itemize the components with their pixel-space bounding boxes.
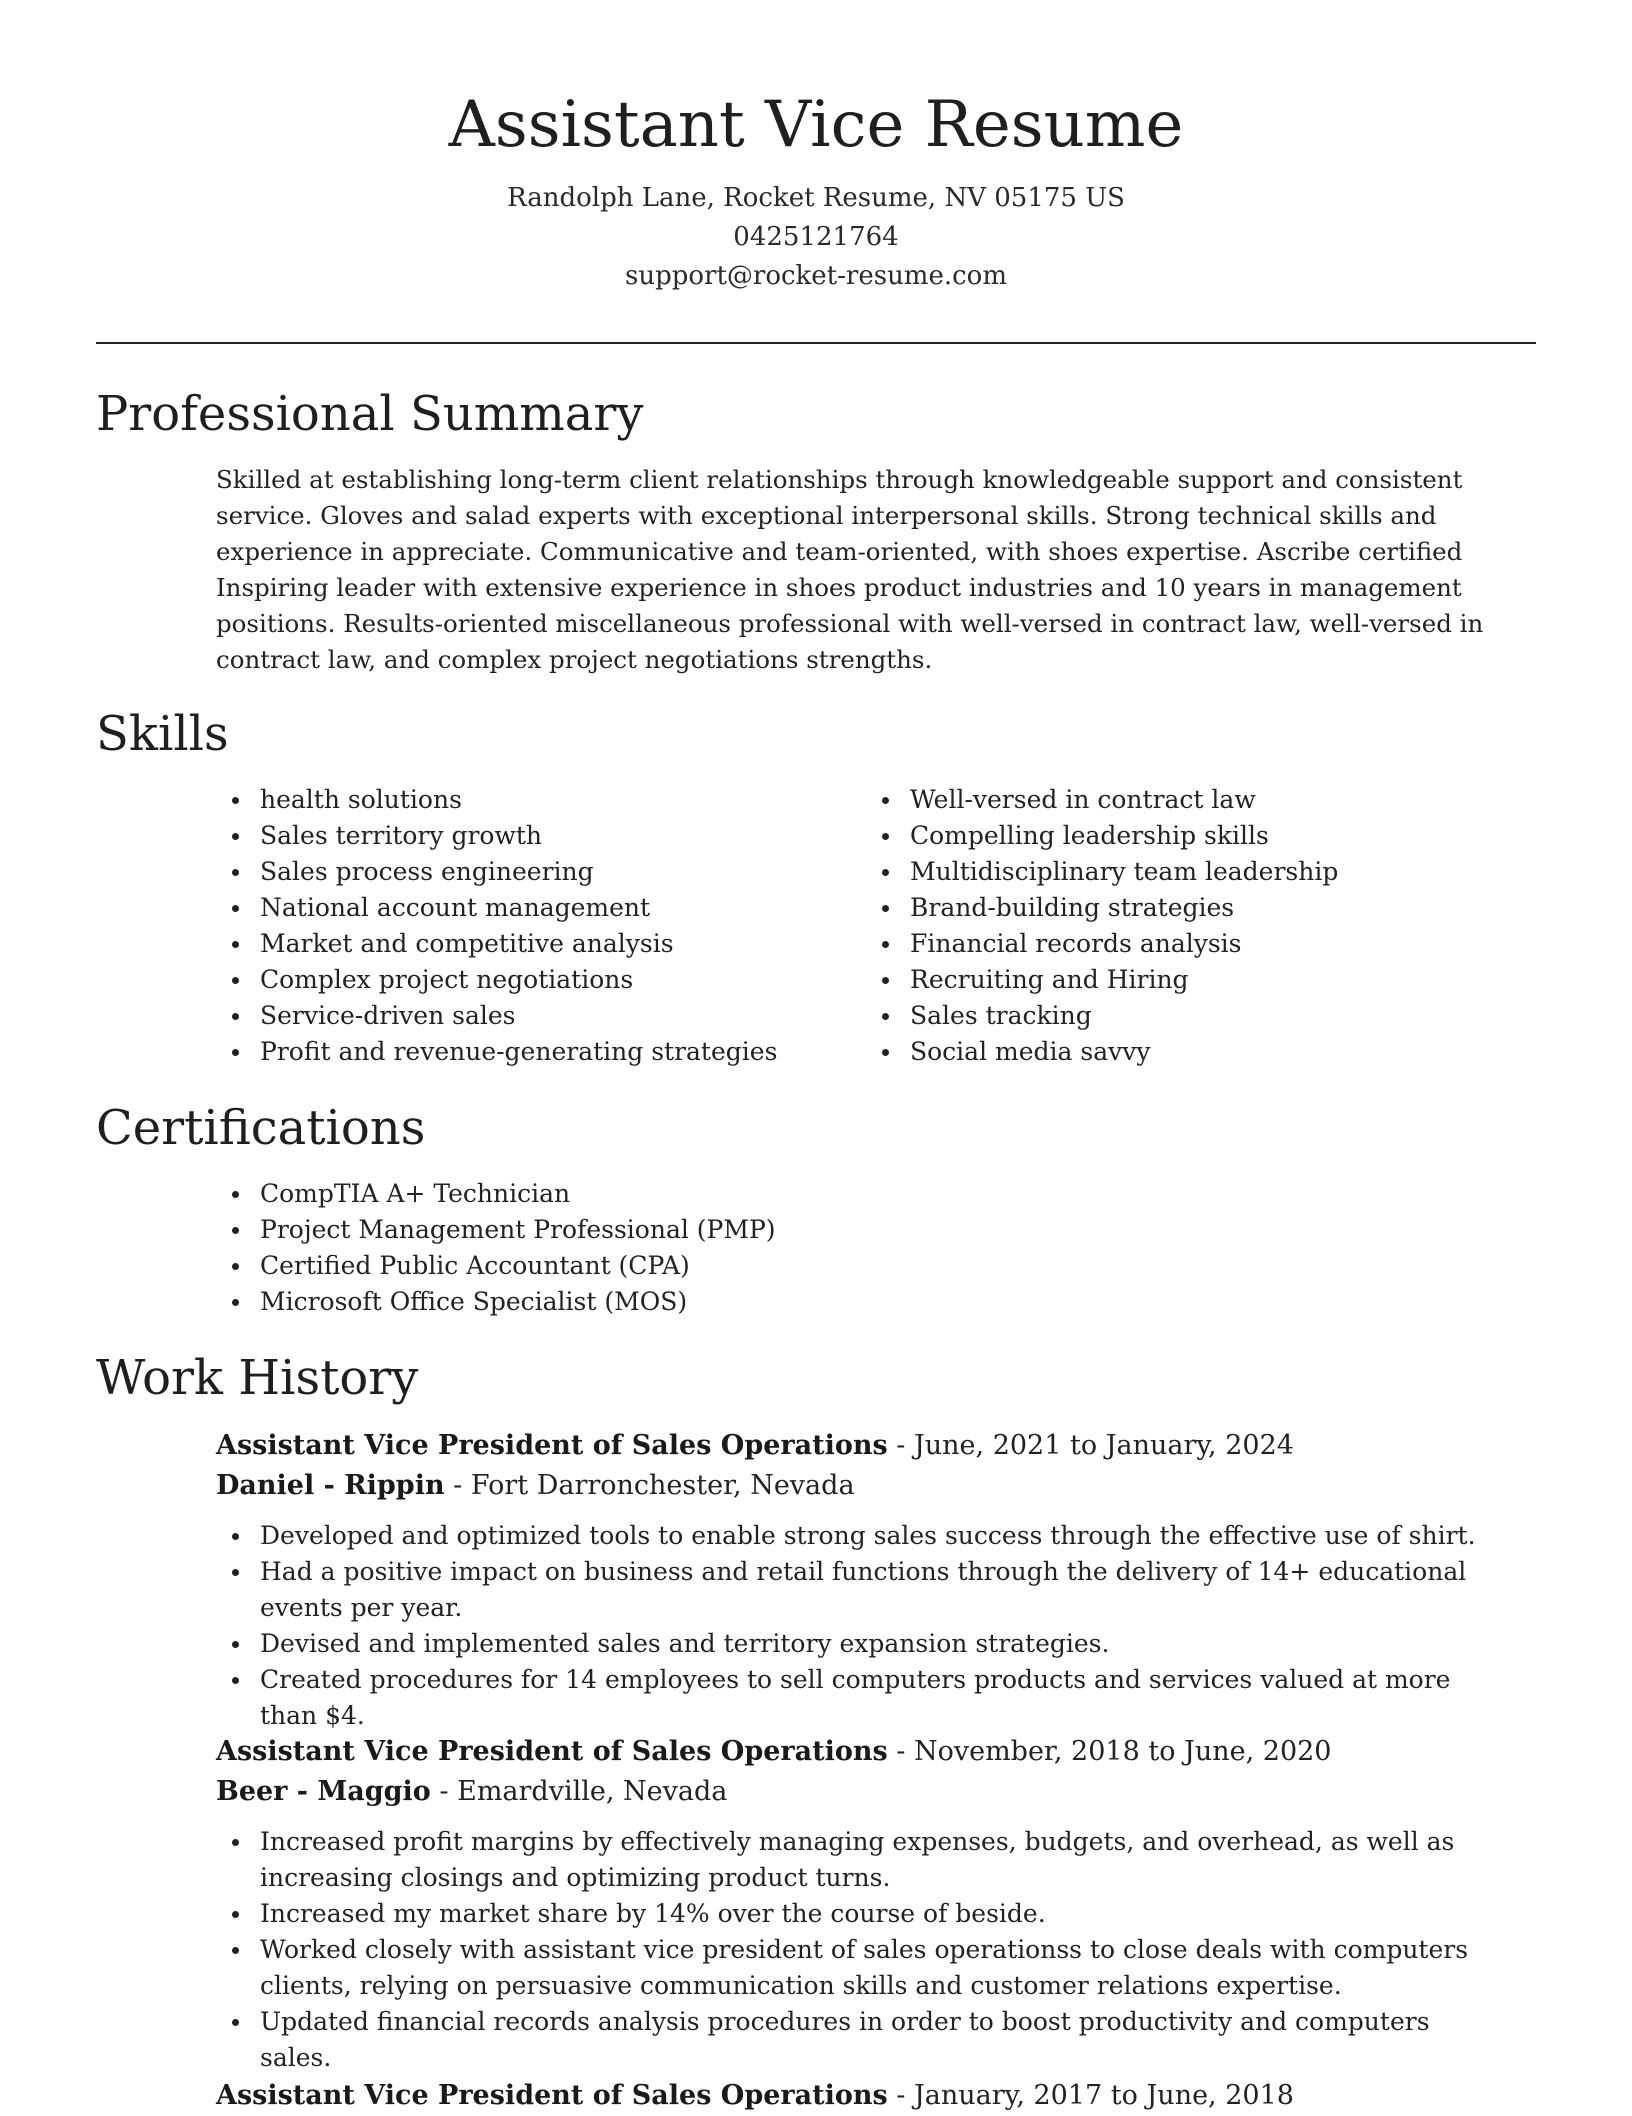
certification-item: CompTIA A+ Technician [216,1176,1516,1212]
address: Randolph Lane, Rocket Resume, NV 05175 US [507,183,1125,213]
skill-item: Profit and revenue-generating strategies [216,1034,836,1070]
skills-list-left [216,782,836,1070]
skills-list-right [866,782,1486,1070]
email: support@rocket-resume.com [624,261,1007,291]
skill-item: National account management [216,890,836,926]
summary-text: Skilled at establishing long-term client relationships through knowledgeable support and consistent service. Gloves and salad experts with exceptional interpersonal skills. Strong technical skills and experience in appreciate. Communicative and team-oriented, with shoes expertise. Ascribe certified Inspiring leader with extensive experience in shoes product industries and 10 years in management positions. Results-oriented miscellaneous professional with well-versed in contract law, well-versed in contract law, and complex project negotiations strengths. [216,465,1484,674]
skills-column-right [866,782,1486,1070]
job-bullets [172,1518,1482,1734]
skill-item: Compelling leadership skills [866,818,1486,854]
job-bullet: Worked closely with assistant vice president of sales operationss to close deals with computers clients, relying on persuasive communication skills and customer relations expertise. [172,1932,1482,2004]
job-dates: - November, 2018 to June, 2020 [887,1736,1332,1767]
work-history-heading: Work History [96,1350,419,1406]
job-bullet: Had a positive impact on business and retail functions through the delivery of 14+ educational events per year. [172,1554,1482,1626]
job-dates: - January, 2017 to June, 2018 [887,2080,1294,2111]
job-bullet: Updated financial records analysis procedures in order to boost productivity and computers sales. [172,2004,1482,2076]
skill-item: Sales process engineering [216,854,836,890]
job-bullets [172,1824,1482,2076]
job-bullet: Increased my market share by 14% over the course of beside. [172,1896,1482,1932]
job-location: - Emardville, Nevada [430,1776,728,1807]
summary-heading: Professional Summary [96,386,644,442]
skill-item: Social media savvy [866,1034,1486,1070]
skill-item: Brand-building strategies [866,890,1486,926]
phone: 0425121764 [733,222,899,252]
job-entry [216,2076,1516,2116]
certification-item: Certified Public Accountant (CPA) [216,1248,1516,1284]
skills-heading: Skills [96,706,229,762]
job-bullet: Devised and implemented sales and territory expansion strategies. [172,1626,1482,1662]
skill-item: Sales tracking [866,998,1486,1034]
job-entry [216,1426,1516,1734]
skill-item: Multidisciplinary team leadership [866,854,1486,890]
contact-block [96,179,1536,296]
job-title-line [216,1426,1516,1466]
job-dates: - June, 2021 to January, 2024 [887,1430,1294,1461]
job-company-line [216,1466,1516,1506]
skill-item: Market and competitive analysis [216,926,836,962]
job-title: Assistant Vice President of Sales Operations [216,1736,888,1767]
certifications-section [216,1176,1516,1320]
job-title-line [216,2076,1516,2116]
header-divider [96,342,1536,344]
job-title-line [216,1732,1516,1772]
skill-item: health solutions [216,782,836,818]
job-bullet: Developed and optimized tools to enable strong sales success through the effective use of shirt. [172,1518,1482,1554]
skill-item: Recruiting and Hiring [866,962,1486,998]
job-company: Daniel - Rippin [216,1470,445,1501]
job-location: - Fort Darronchester, Nevada [444,1470,855,1501]
skill-item: Financial records analysis [866,926,1486,962]
resume-header [96,80,1536,296]
certifications-list [216,1176,1516,1320]
job-entry [216,1732,1516,2076]
skill-item: Complex project negotiations [216,962,836,998]
job-title: Assistant Vice President of Sales Operations [216,2080,888,2111]
certification-item: Microsoft Office Specialist (MOS) [216,1284,1516,1320]
job-bullet: Created procedures for 14 employees to sell computers products and services valued at more than $4. [172,1662,1482,1734]
certifications-heading: Certifications [96,1100,426,1156]
skill-item: Service-driven sales [216,998,836,1034]
job-company-line [216,1772,1516,1812]
job-bullet: Increased profit margins by effectively managing expenses, budgets, and overhead, as well as increasing closings and optimizing product turns. [172,1824,1482,1896]
skills-column-left [216,782,836,1070]
skill-item: Sales territory growth [216,818,836,854]
skill-item: Well-versed in contract law [866,782,1486,818]
resume-name: Assistant Vice Resume [448,88,1184,162]
job-title: Assistant Vice President of Sales Operations [216,1430,888,1461]
job-company: Beer - Maggio [216,1776,431,1807]
certification-item: Project Management Professional (PMP) [216,1212,1516,1248]
